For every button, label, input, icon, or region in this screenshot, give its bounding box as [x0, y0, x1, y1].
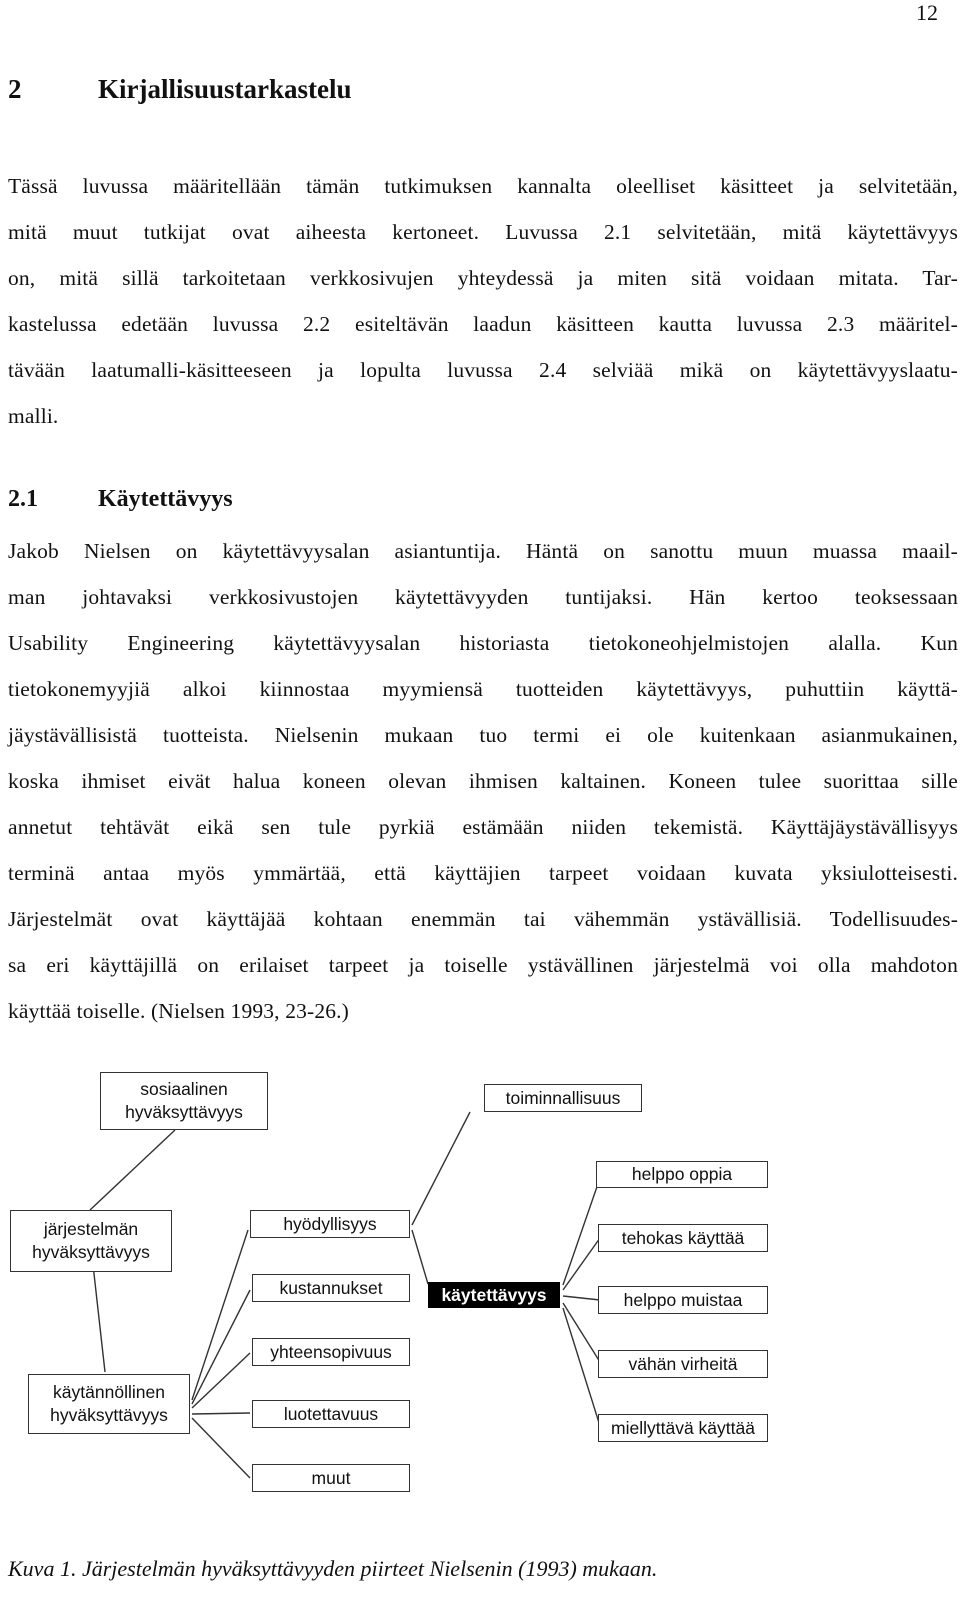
- connector-line: [412, 1112, 470, 1225]
- node-kaytannollinen-hyvaksyttavyys: käytännöllinen hyväksyttävyys: [28, 1374, 190, 1434]
- body-line: terminä antaa myös ymmärtää, että käyttäjien tarpeet voidaan kuvata yksiulotteisesti.: [8, 861, 958, 885]
- body-paragraph: [8, 528, 958, 1034]
- node-vahan-virheita: vähän virheitä: [598, 1350, 768, 1378]
- body-line: koska ihmiset eivät halua koneen olevan ihmisen kaltainen. Koneen tulee suorittaa sille: [8, 769, 958, 793]
- intro-line: malli.: [8, 404, 59, 428]
- node-luotettavuus: luotettavuus: [252, 1400, 410, 1428]
- chapter-heading: [8, 74, 352, 105]
- body-line: Järjestelmät ovat käyttäjää kohtaan enemmän tai vähemmän ystävällisiä. Todellisuudes-: [8, 907, 958, 931]
- section-heading: [8, 486, 233, 513]
- connector-line: [563, 1303, 600, 1362]
- node-miellyttava-kayttaa: miellyttävä käyttää: [598, 1414, 768, 1442]
- connector-line: [192, 1353, 250, 1408]
- body-line: annetut tehtävät eikä sen tule pyrkiä estämään niiden tekemistä. Käyttäjäystävällisyys: [8, 815, 958, 839]
- connector-line: [563, 1308, 600, 1426]
- node-tehokas-kayttaa: tehokas käyttää: [598, 1224, 768, 1252]
- body-line: käyttää toiselle. (Nielsen 1993, 23-26.): [8, 999, 349, 1023]
- connector-line: [192, 1290, 250, 1404]
- connector-line: [563, 1296, 600, 1300]
- node-jarjestelman-hyvaksyttavyys: järjestelmän hyväksyttävyys: [10, 1210, 172, 1272]
- intro-line: mitä muut tutkijat ovat aiheesta kertoneet. Luvussa 2.1 selvitetään, mitä käytettävyys: [8, 220, 958, 244]
- node-yhteensopivuus: yhteensopivuus: [252, 1338, 410, 1366]
- node-toiminnallisuus: toiminnallisuus: [484, 1084, 642, 1112]
- intro-paragraph: [8, 163, 958, 439]
- body-line: man johtavaksi verkkosivustojen käytettävyyden tuntijaksi. Hän kertoo teoksessaan: [8, 585, 958, 609]
- node-hyodyllisyys: hyödyllisyys: [250, 1210, 410, 1238]
- body-line: Jakob Nielsen on käytettävyysalan asiantuntija. Häntä on sanottu muun muassa maail-: [8, 539, 958, 563]
- page-number: 12: [916, 0, 938, 25]
- connector-line: [563, 1238, 600, 1290]
- connector-line: [192, 1413, 250, 1414]
- node-helppo-muistaa: helppo muistaa: [598, 1286, 768, 1314]
- intro-line: tävään laatumalli-käsitteeseen ja lopulta luvussa 2.4 selviää mikä on käytettävyyslaatu-: [8, 358, 958, 382]
- chapter-title: Kirjallisuustarkastelu: [98, 74, 352, 104]
- acceptability-diagram: [0, 1060, 960, 1550]
- connector-line: [90, 1130, 175, 1210]
- node-kaytettavyys: käytettävyys: [428, 1282, 560, 1308]
- body-line: tietokonemyyjiä alkoi kiinnostaa myymiensä tuotteiden käytettävyys, puhuttiin käyttä-: [8, 677, 958, 701]
- chapter-number: 2: [8, 74, 22, 104]
- intro-line: on, mitä sillä tarkoitetaan verkkosivujen yhteydessä ja miten sitä voidaan mitata. Tar-: [8, 266, 958, 290]
- body-line: jäystävällisistä tuotteista. Nielsenin mukaan tuo termi ei ole kuitenkaan asianmukainen,: [8, 723, 958, 747]
- connector-line: [192, 1230, 248, 1400]
- node-helppo-oppia: helppo oppia: [596, 1161, 768, 1188]
- connector-line: [192, 1418, 250, 1478]
- node-muut: muut: [252, 1464, 410, 1492]
- connector-line: [412, 1230, 428, 1284]
- section-title: Käytettävyys: [98, 486, 233, 512]
- connector-line: [563, 1178, 600, 1285]
- intro-line: Tässä luvussa määritellään tämän tutkimuksen kannalta oleelliset käsitteet ja selvitetään,: [8, 174, 958, 198]
- node-sosiaalinen-hyvaksyttavyys: sosiaalinen hyväksyttävyys: [100, 1072, 268, 1130]
- section-number: 2.1: [8, 486, 38, 512]
- figure-caption: Kuva 1. Järjestelmän hyväksyttävyyden piirteet Nielsenin (1993) mukaan.: [8, 1556, 658, 1581]
- body-line: Usability Engineering käytettävyysalan historiasta tietokoneohjelmistojen alalla. Kun: [8, 631, 958, 655]
- node-kustannukset: kustannukset: [252, 1274, 410, 1302]
- body-line: sa eri käyttäjillä on erilaiset tarpeet ja toiselle ystävällinen järjestelmä voi olla mahdoton: [8, 953, 958, 977]
- intro-line: kastelussa edetään luvussa 2.2 esiteltävän laadun käsitteen kautta luvussa 2.3 määritel-: [8, 312, 958, 336]
